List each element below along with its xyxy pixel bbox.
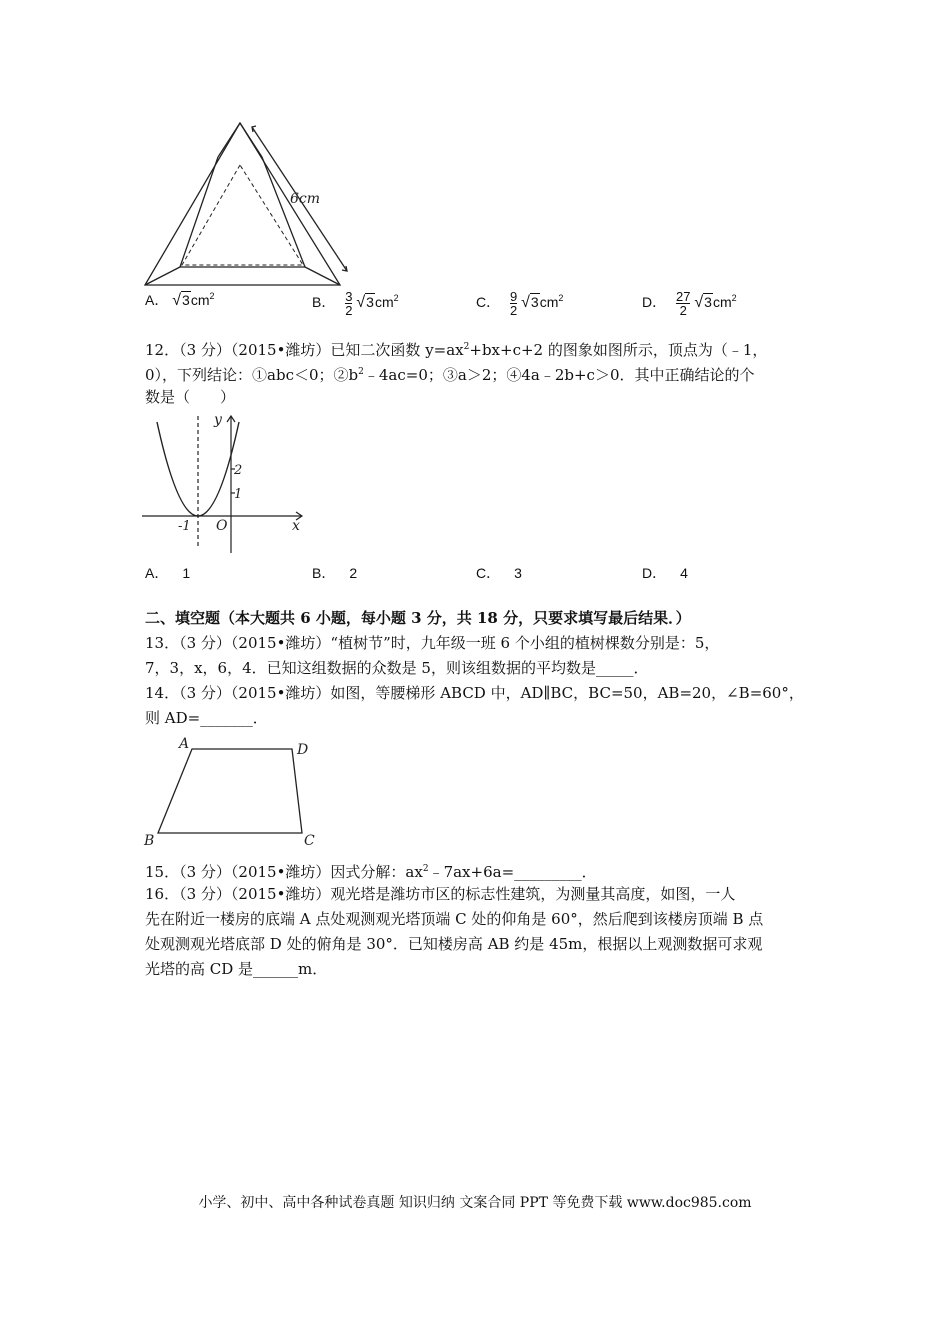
q11-option-a[interactable]: A． $√3cm^2$ [145,291,215,309]
tick-label: 2 [234,463,243,478]
q16-line-2: 先在附近一楼房的底端 A 点处观测观光塔顶端 C 处的仰角是 60°，然后爬到该楼房顶端 B 点 [145,910,764,928]
fraction: $\frac{27}{2}$ [676,289,691,318]
vertex-label-a: A [179,736,190,752]
q16-line-4: 光塔的高 CD 是______m． [145,960,328,978]
q16-line-1: 16．（3 分）（2015•潍坊）观光塔是潍坊市区的标志性建筑，为测量其高度，如图，一人 [145,885,736,903]
origin-label: O [216,518,228,534]
tick-label: -1 [178,519,191,534]
fraction: $\frac{3}{2}$ [345,289,353,318]
q12-line-1: 12．（3 分）（2015•潍坊）已知二次函数 $y=ax^2+bx+c+2$ 的图象如图所示，顶点为（﹣1， [145,341,768,359]
side-length-label: 6cm [290,191,321,207]
q15-line: 15．（3 分）（2015•潍坊）因式分解：$ax^2﹣7ax+6a=\_\_\_\_\_\_\_\_\_$． [145,863,597,881]
footer-text: 小学、初中、高中各种试卷真题 知识归纳 文案合同 PPT 等免费下载 www.doc985.com [198,1195,752,1211]
tick-label: 1 [234,487,243,502]
q11-option-b[interactable]: B． $\frac{3}{2}$ $√3cm^2$ [312,289,399,318]
q12-option-a[interactable]: A． 1 [145,565,191,581]
q14-line-1: 14．（3 分）（2015•潍坊）如图，等腰梯形 ABCD 中，AD∥BC，BC=50，AB=20，∠B=60°， [145,684,804,702]
q11-option-c[interactable]: C． $\frac{9}{2}$ $√3cm^2$ [476,289,564,318]
q12-option-d[interactable]: D． 4 [642,565,688,581]
q12-line-3: 数是（ ） [145,388,236,406]
y-axis-label: y [214,412,222,428]
q14-line-2: 则 AD=_______． [145,709,268,727]
q13-line-2: 7，3，x，6，4．已知这组数据的众数是 5，则该组数据的平均数是_____． [145,659,649,677]
q16-line-3: 处观测观光塔底部 D 处的俯角是 30°．已知楼房高 AB 约是 45m，根据以上观测数据可求观 [145,935,763,953]
vertex-label-d: D [297,742,309,758]
fraction: $\frac{9}{2}$ [510,289,518,318]
section-heading: 二、填空题（本大题共 6 小题，每小题 3 分，共 18 分，只要求填写最后结果．） [145,609,691,627]
parabola-graph [140,408,310,558]
q12-option-c[interactable]: C． 3 [476,565,522,581]
x-axis-label: x [292,518,300,534]
q11-option-d[interactable]: D． $\frac{27}{2}$ $√3cm^2$ [642,289,737,318]
trapezoid-figure [140,733,330,851]
vertex-label-c: C [304,833,315,849]
q12-line-2: 0），下列结论：①abc＜0；$②b^2﹣4ac=0$；③a＞2；④4a﹣2b+c＞0．其中正确结论的个 [145,366,755,384]
q12-option-b[interactable]: B． 2 [312,565,358,581]
vertex-label-b: B [144,833,155,849]
q13-line-1: 13．（3 分）（2015•潍坊）“植树节”时，九年级一班 6 个小组的植树棵数分别是：5， [145,634,720,652]
triangle-strip-figure [140,115,360,290]
